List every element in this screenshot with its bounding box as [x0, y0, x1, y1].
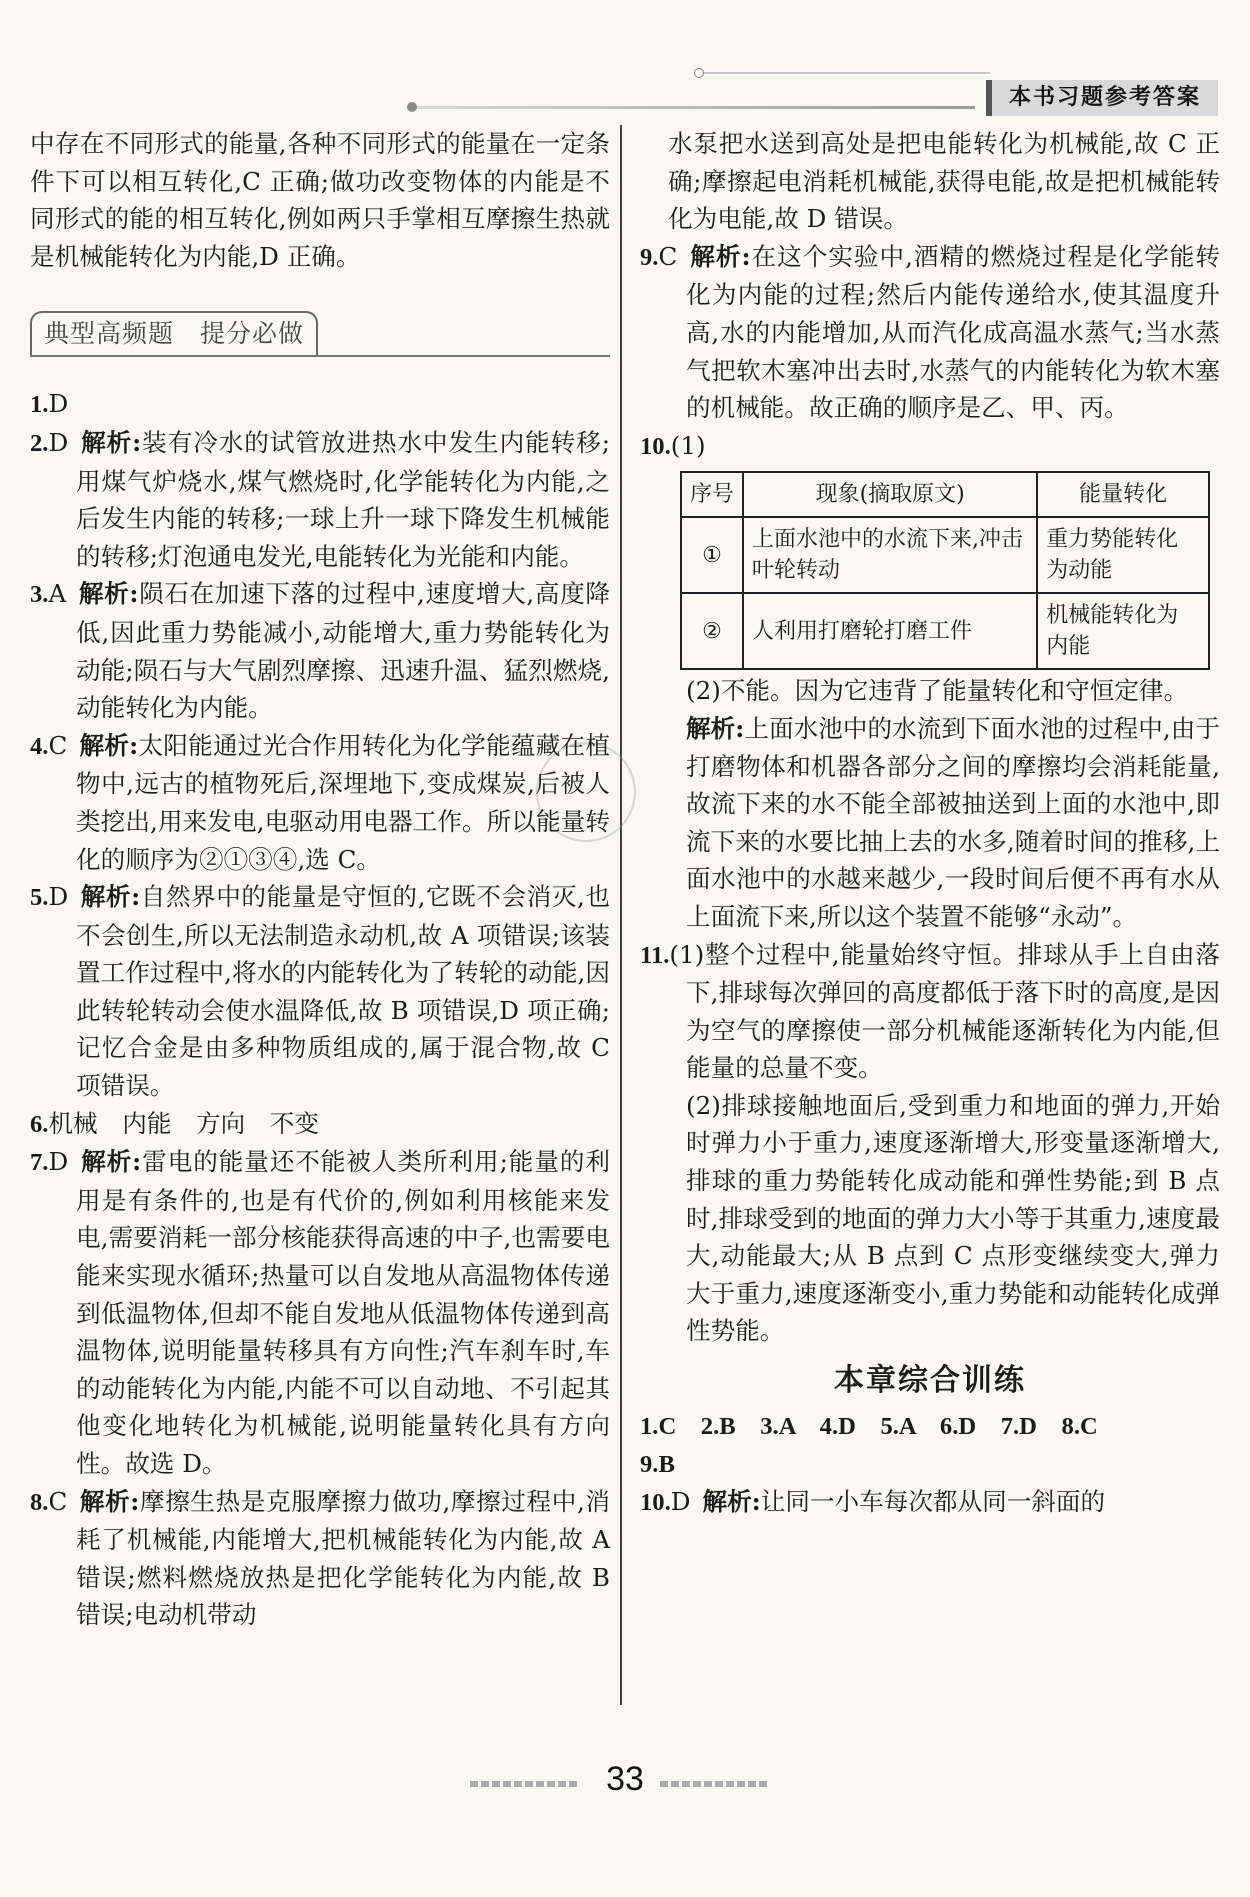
question-11-part2: (2)排球接触地面后,受到重力和地面的弹力,开始时弹力小于重力,速度逐渐增大,形变量逐渐增大,排球的重力势能转化成动能和弹性势能;到 B 点时,排球受到的地面的弹力大小等于其重力,速度最大,动能最大;从 B 点到 C 点形变继续变大,弹力大于重力,速度逐渐变小,重力势能和动能转化成弹性势能。 [686, 1090, 1220, 1346]
right-continuation: 水泵把水送到高处是把电能转化为机械能,故 C 正确;摩擦起电消耗机械能,获得电能,故是把机械能转化为电能,故 D 错误。 [668, 129, 1220, 234]
question-2: 2.D 解析:装有冷水的试管放进热水中发生内能转移;用煤气炉烧水,煤气燃烧时,化学能转化为内能,之后发生内能的转移;一球上升一球下降发生机械能的转移;灯泡通电发光,电能转化为光能和内能。 [30, 427, 610, 571]
question-1: 1.D [30, 389, 69, 419]
question-10-part2: (2)不能。因为它违背了能量转化和守恒定律。 [686, 676, 1189, 706]
question-10-analysis: 解析:上面水池中的水流到下面水池的过程中,由于打磨物体和机器各部分之间的摩擦均会消耗能量,故流下来的水不能全部被抽送到上面的水池中,即流下来的水要比抽上去的水多,随着时间的推移,上面水池中的水越来越少,一段时间后便不再有水从上面流下来,所以这个装置不能够“永动”。 [686, 713, 1220, 931]
mc-answers-line1: 1.C 2.B 3.A 4.D 5.A 6.D 7.D 8.C [640, 1413, 1098, 1441]
chapter-title: 本章综合训练 [834, 1363, 1026, 1399]
question-10b: 10.D 解析:让同一小车每次都从同一斜面的 [640, 1487, 1106, 1517]
question-4: 4.C 解析:太阳能通过光合作用转化为化学能蕴藏在植物中,远古的植物死后,深埋地下,变成煤炭,后被人类挖出,用来发电,电驱动用电器工作。所以能量转化的顺序为②①③④,选 C。 [30, 730, 610, 874]
header-decor-line-top [700, 72, 990, 74]
table-header: 现象(摘取原文) [743, 472, 1037, 517]
section-header [30, 311, 610, 357]
page-number-decor-right [660, 1781, 770, 1787]
question-3: 3.A 解析:陨石在加速下落的过程中,速度增大,高度降低,因此重力势能减小,动能增大,重力势能转化为动能;陨石与大气剧烈摩擦、迅速升温、猛烈燃烧,动能转化为内能。 [30, 579, 610, 723]
table-cell: ② [681, 593, 743, 669]
table-cell: 重力势能转化为动能 [1037, 517, 1209, 593]
table-cell: 人利用打磨轮打磨工件 [743, 593, 1037, 669]
header-title: 本书习题参考答案 [986, 80, 1218, 116]
question-8: 8.C 解析:摩擦生热是克服摩擦力做功,摩擦过程中,消耗了机械能,内能增大,把机械能转化为内能,故 A 错误;燃料燃烧放热是把化学能转化为内能,故 B 错误;电动机带动 [30, 1486, 610, 1630]
table-cell: ① [681, 517, 743, 593]
page-number: 33 [606, 1760, 644, 1798]
answer-table [680, 471, 1210, 670]
question-5: 5.D 解析:自然界中的能量是守恒的,它既不会消灭,也不会创生,所以无法制造永动机,故 A 项错误;该装置工作过程中,将水的内能转化为了转轮的动能,因此转轮转动会使水温降低,故 B 项错误,D 项正确;记忆合金是由多种物质组成的,属于混合物,故 C 项错误。 [30, 882, 610, 1101]
question-9: 9.C 解析:在这个实验中,酒精的燃烧过程是化学能转化为内能的过程;然后内能传递给水,使其温度升高,水的内能增加,从而汽化成高温水蒸气;当水蒸气把软木塞冲出去时,水蒸气的内能转化为软木塞的机械能。故正确的顺序是乙、甲、丙。 [640, 241, 1220, 423]
table-cell: 上面水池中的水流下来,冲击叶轮转动 [743, 517, 1037, 593]
right-column [640, 125, 1220, 1522]
question-6: 6.机械 内能 方向 不变 [30, 1108, 319, 1138]
question-11: 11.(1)整个过程中,能量始终守恒。排球从手上自由落下,排球每次弹回的高度都低于落下时的高度,是因为空气的摩擦使一部分机械能逐渐转化为内能,但能量的总量不变。 [640, 939, 1220, 1083]
left-column [30, 125, 610, 1634]
table-header-row [681, 472, 1209, 517]
question-10: 10.(1) [640, 430, 706, 460]
table-header: 能量转化 [1037, 472, 1209, 517]
table-row [681, 593, 1209, 669]
question-7: 7.D 解析:雷电的能量还不能被人类所利用;能量的利用是有条件的,也是有代价的,例如利用核能来发电,需要消耗一部分核能获得高速的中子,也需要电能来实现水循环;热量可以自发地从高温物体传递到低温物体,但却不能自发地从低温物体传递到高温物体,说明能量转移具有方向性;汽车刹车时,车的动能转化为内能,内能不可以自动地、不引起其他变化地转化为机械能,说明能量转化具有方向性。故选 D。 [30, 1147, 610, 1478]
section-title: 典型高频题 提分必做 [30, 311, 318, 355]
column-divider [620, 125, 622, 1705]
left-intro: 中存在不同形式的能量,各种不同形式的能量在一定条件下可以相互转化,C 正确;做功改变物体的内能是不同形式的能的相互转化,例如两只手掌相互摩擦生热就是机械能转化为内能,D 正确。 [30, 129, 610, 271]
table-row [681, 517, 1209, 593]
table-cell: 机械能转化为内能 [1037, 593, 1209, 669]
table-header: 序号 [681, 472, 743, 517]
mc-answers-line2: 9.B [640, 1450, 675, 1478]
header-decor-line [415, 106, 975, 109]
